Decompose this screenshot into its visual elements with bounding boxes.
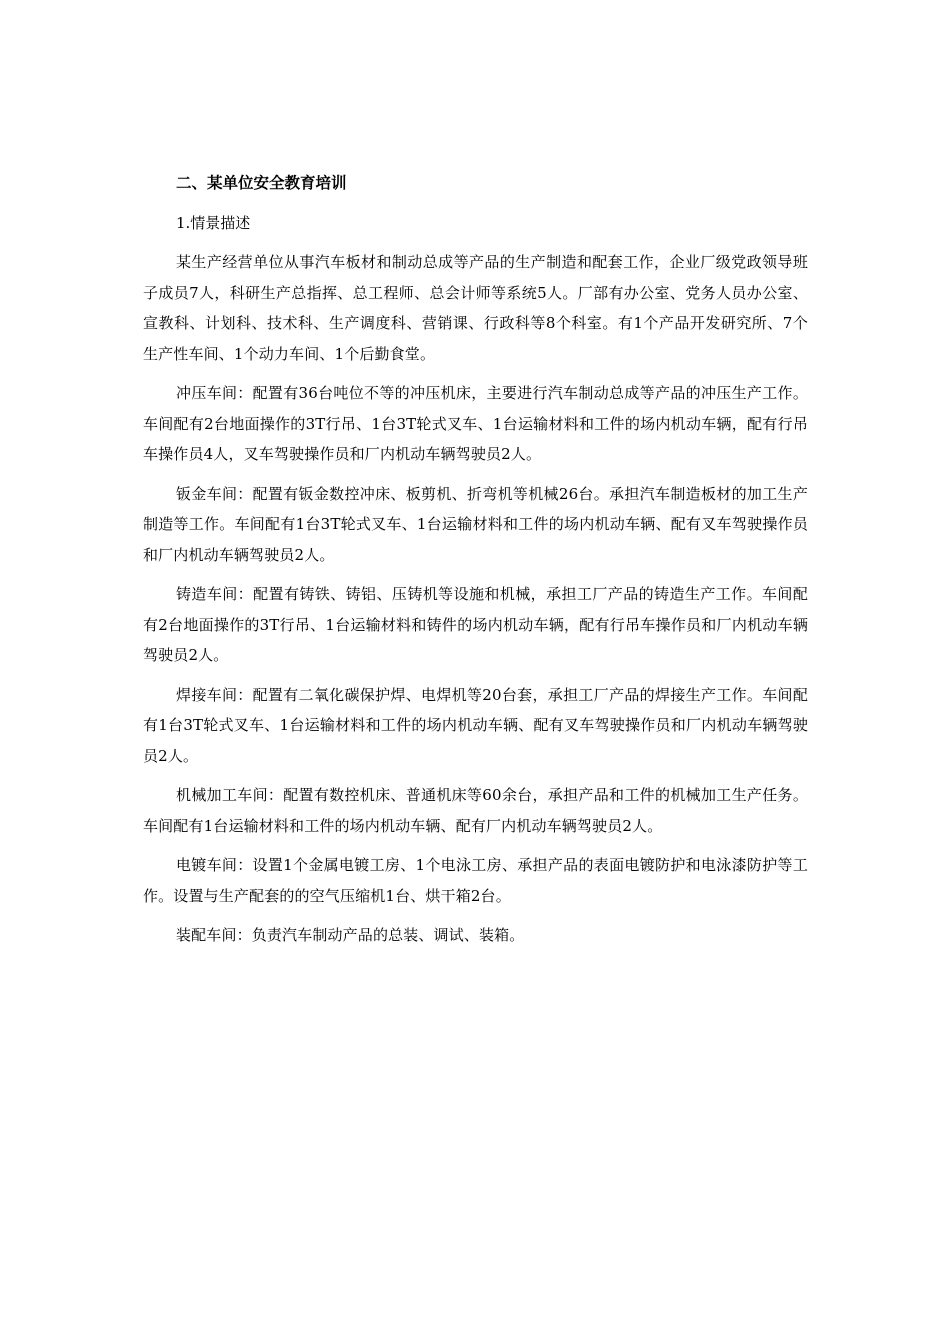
paragraph-assembly-workshop: 装配车间：负责汽车制动产品的总装、调试、装箱。 bbox=[176, 926, 525, 944]
paragraph-welding-workshop: 焊接车间：配置有二氧化碳保护焊、电焊机等20台套，承担工厂产品的焊接生产工作。车间配有1台3T轮式叉车、1台运输材料和工件的场内机动车辆、配有叉车驾驶操作员和厂内机动车辆驾驶员2人。 bbox=[143, 685, 808, 765]
paragraph-casting-workshop: 铸造车间：配置有铸铁、铸铝、压铸机等设施和机械，承担工厂产品的铸造生产工作。车间配有2台地面操作的3T行吊、1台运输材料和铸件的场内机动车辆，配有行吊车操作员和厂内机动车辆驾驶员2人。 bbox=[143, 585, 808, 664]
paragraph-company-overview: 某生产经营单位从事汽车板材和制动总成等产品的生产制造和配套工作，企业厂级党政领导班子成员7人，科研生产总指挥、总工程师、总会计师等系统5人。厂部有办公室、党务人员办公室、宣教科、计划科、技术科、生产调度科、营销课、行政科等8个科室。有1个产品开发研究所、7个生产性车间、1个动力车间、1个后勤食堂。 bbox=[143, 253, 808, 363]
section-heading: 二、某单位安全教育培训 bbox=[176, 174, 347, 192]
paragraph-stamping-workshop: 冲压车间：配置有36台吨位不等的冲压机床，主要进行汽车制动总成等产品的冲压生产工作。车间配有2台地面操作的3T行吊、1台3T轮式叉车、1台运输材料和工件的场内机动车辆，配有行吊车操作员4人，叉车驾驶操作员和厂内机动车辆驾驶员2人。 bbox=[143, 384, 808, 463]
paragraph-electroplating-workshop: 电镀车间：设置1个金属电镀工房、1个电泳工房、承担产品的表面电镀防护和电泳漆防护等工作。设置与生产配套的的空气压缩机1台、烘干箱2台。 bbox=[143, 856, 808, 905]
document-page bbox=[143, 168, 808, 960]
scenario-subheading: 1.情景描述 bbox=[176, 214, 251, 232]
paragraph-machining-workshop: 机械加工车间：配置有数控机床、普通机床等60余台，承担产品和工件的机械加工生产任务。车间配有1台运输材料和工件的场内机动车辆、配有厂内机动车辆驾驶员2人。 bbox=[143, 786, 808, 835]
paragraph-sheet-metal-workshop: 钣金车间：配置有钣金数控冲床、板剪机、折弯机等机械26台。承担汽车制造板材的加工生产制造等工作。车间配有1台3T轮式叉车、1台运输材料和工件的场内机动车辆、配有叉车驾驶操作员和厂内机动车辆驾驶员2人。 bbox=[143, 484, 808, 564]
